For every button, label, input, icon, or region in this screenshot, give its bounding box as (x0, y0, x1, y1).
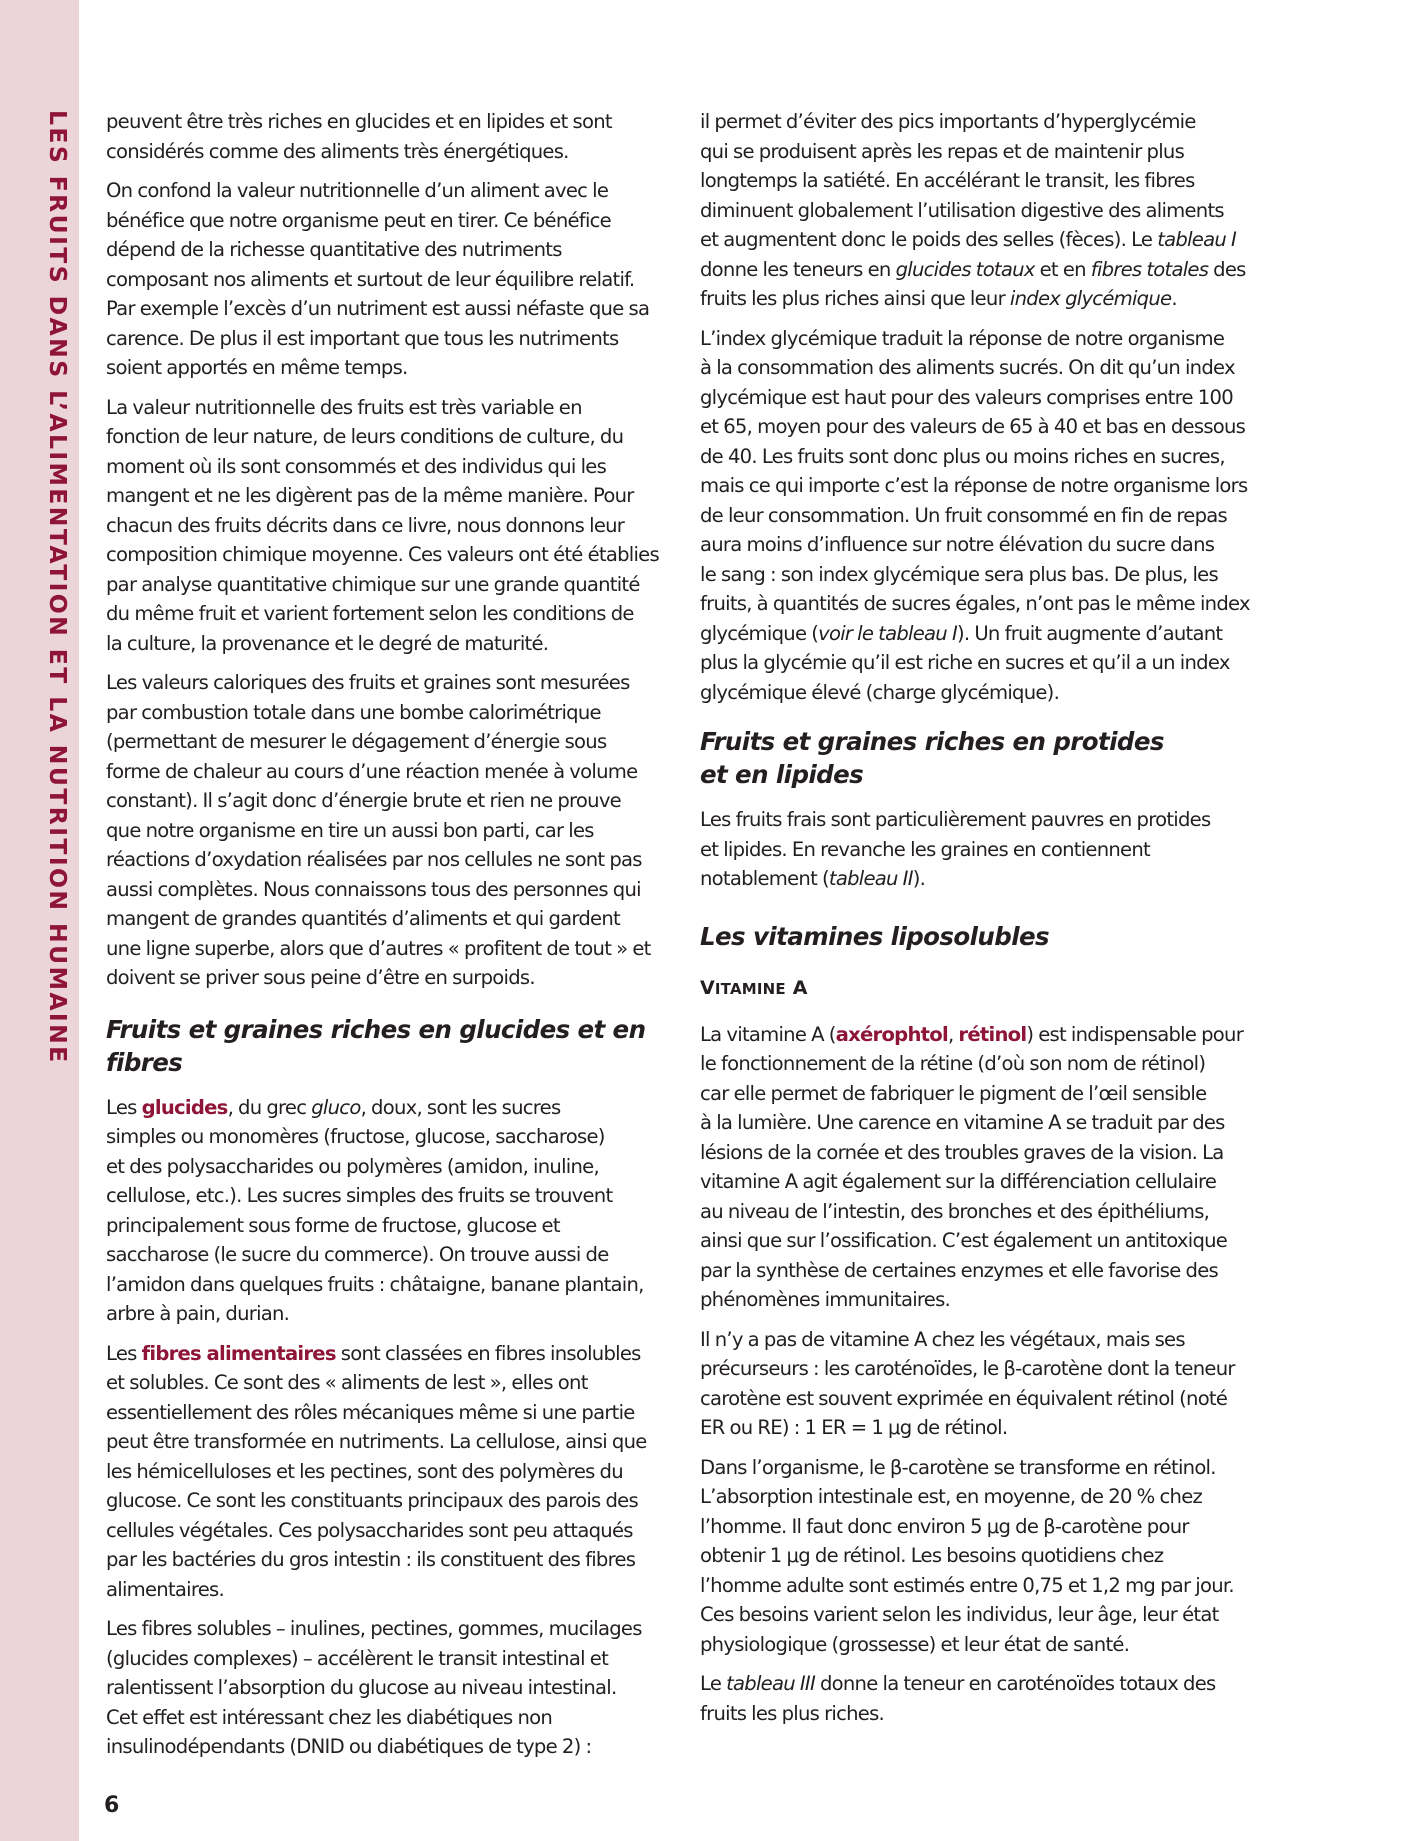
right-column (700, 107, 1275, 1738)
text-run: Il n’y a pas de vitamine A chez les végétaux, mais ses précurseurs : les caroténoïdes, le β-carotène dont la teneur carotène est souvent exprimée en équivalent rétinol (noté ER ou RE) : 1 ER = 1 μg de rétinol. (700, 1327, 1235, 1439)
text-run: , (947, 1022, 959, 1046)
text-run: Dans l’organisme, le β-carotène se transforme en rétinol. L’absorption intestinale est, en moyenne, de 20 % chez l’homme. Il faut donc environ 5 μg de β-carotène pour obtenir 1 μg de rétinol. Les besoins quotidiens chez l’homme adulte sont estimés entre 0,75 et 1,2 mg par jour. Ces besoins varient selon les individus, leur âge, leur état physiologique (grossesse) et leur état de santé. (700, 1455, 1234, 1656)
subheading-cap: V (700, 976, 715, 999)
left-column (106, 107, 681, 1772)
italic-text: tableau III (726, 1672, 815, 1695)
paragraph (700, 1453, 1275, 1660)
text-run: il permet d’éviter des pics importants d’hyperglycémie qui se produisent après les repas et de maintenir plus longtemps la satiété. En accélérant le transit, les fibres diminuent globalement l’utilisation digestive des aliments et augmentent donc le poids des selles (fèces). Le (700, 110, 1224, 251)
highlighted-term: glucides (141, 1095, 228, 1119)
text-run: Les (106, 1095, 142, 1119)
text-run: La valeur nutritionnelle des fruits est très variable en fonction de leur nature, de leurs conditions de culture, du moment où ils sont consommés et des individus qui les mangent et ne les digèrent pas de la même manière. Pour chacun des fruits décrits dans ce livre, nous donnons leur composition chimique moyenne. Ces valeurs ont été établies par analyse quantitative chimique sur une grande quantité du même fruit et varient fortement selon les conditions de la culture, la provenance et le degré de maturité. (106, 395, 659, 655)
text-run: La vitamine A ( (700, 1022, 836, 1046)
paragraph (106, 668, 681, 993)
paragraph (106, 1339, 681, 1605)
paragraph (700, 1325, 1275, 1443)
italic-text: index glycémique (1009, 287, 1172, 310)
text-run: , doux, sont les sucres simples ou monomères (fructose, glucose, saccharose) et des polysaccharides ou polymères (amidon, inuline, cellulose, etc.). Les sucres simples des fruits se trouvent principalement sous forme de fructose, glucose et saccharose (le sucre du commerce). On trouve aussi de l’amidon dans quelques fruits : châtaigne, banane plantain, arbre à pain, durian. (106, 1095, 644, 1325)
paragraph (700, 805, 1275, 894)
text-run: Les valeurs caloriques des fruits et graines sont mesurées par combustion totale dans une bombe calorimétrique (permettant de mesurer le dégagement d’énergie sous forme de chaleur au cours d’une réaction menée à volume constant). Il s’agit donc d’énergie brute et rien ne prouve que notre organisme en tire un aussi bon parti, car les réactions d’oxydation réalisées par nos cellules ne sont pas aussi complètes. Nous connaissons tous des personnes qui mangent de grandes quantités d’aliments et qui gardent une ligne superbe, alors que d’autres « profitent de tout » et doivent se priver sous peine d’être en surpoids. (106, 671, 651, 989)
subheading-smallcaps: ITAMINE (714, 979, 786, 998)
paragraph (700, 1669, 1275, 1728)
text-run: . (1171, 287, 1177, 310)
italic-text: tableau II (828, 867, 913, 890)
paragraph (106, 107, 681, 166)
text-run: On confond la valeur nutritionnelle d’un aliment avec le bénéfice que notre organisme peut en tirer. Ce bénéfice dépend de la richesse quantitative des nutriments composant nos aliments et surtout de leur équilibre relatif. Par exemple l’excès d’un nutriment est aussi néfaste que sa carence. De plus il est important que tous les nutriments soient apportés en même temps. (106, 179, 650, 379)
text-run: L’index glycémique traduit la réponse de notre organisme à la consommation des aliments sucrés. On dit qu’un index glycémique est haut pour des valeurs comprises entre 100 et 65, moyen pour des valeurs de 65 à 40 et bas en dessous de 40. Les fruits sont donc plus ou moins riches en sucres, mais ce qui importe c’est la réponse de notre organisme lors de leur consommation. Un fruit consommé en fin de repas aura moins d’influence sur notre élévation du sucre dans le sang : son index glycémique sera plus bas. De plus, les fruits, à quantités de sucres égales, n’ont pas le même index glycémique ( (700, 326, 1250, 645)
italic-text: gluco (311, 1095, 361, 1119)
text-run: des fruits les plus riches ainsi que leur (700, 257, 1246, 310)
paragraph (106, 1614, 681, 1762)
text-run: peuvent être très riches en glucides et en lipides et sont considérés comme des aliments très énergétiques. (106, 110, 612, 163)
text-run: , du grec (227, 1095, 312, 1119)
subheading-suffix: A (785, 976, 808, 999)
page-number: 6 (104, 1793, 120, 1818)
paragraph (106, 393, 681, 659)
text-run: Les fibres solubles – inulines, pectines, gommes, mucilages (glucides complexes) – accélèrent le transit intestinal et ralentissent l’absorption du glucose au niveau intestinal. Cet effet est intéressant chez les diabétiques non insulinodépendants (DNID ou diabétiques de type 2) : (106, 1617, 642, 1758)
section-heading-glucides: Fruits et graines riches en glucides et en fibres (106, 1014, 646, 1077)
text-run: donne la teneur en caroténoïdes totaux des fruits les plus riches. (700, 1672, 1216, 1725)
italic-text: glucides totaux (895, 257, 1035, 281)
highlighted-term: rétinol (958, 1022, 1027, 1046)
italic-text: fibres totales (1090, 257, 1209, 281)
highlighted-term: fibres alimentaires (141, 1341, 336, 1365)
text-run: ). Un fruit augmente d’autant plus la glycémie qu’il est riche en sucres et qu’il a un index glycémique élevé (charge glycémique). (700, 621, 1230, 704)
highlighted-term: axérophtol (835, 1022, 948, 1046)
italic-text: tableau I (1157, 228, 1236, 251)
running-head: LES FRUITS DANS L’ALIMENTATION ET LA NUTRITION HUMAINE (44, 110, 72, 1065)
paragraph (700, 107, 1275, 314)
paragraph (106, 176, 681, 383)
text-run: ) est indispensable pour le fonctionnement de la rétine (d’où son nom de rétinol) car elle permet de fabriquer le pigment de l’œil sensible à la lumière. Une carence en vitamine A se traduit par des lésions de la cornée et des troubles graves de la vision. La vitamine A agit également sur la différenciation cellulaire au niveau de l’intestin, des bronches et des épithéliums, ainsi que sur l’ossification. C’est également un antitoxique par la synthèse de certaines enzymes et elle favorise des phénomènes immunitaires. (700, 1022, 1244, 1311)
text-run: Les (106, 1341, 142, 1365)
text-run: et en (1034, 257, 1091, 281)
subheading-vitamine-a (700, 975, 1275, 1002)
italic-text: voir le tableau I (818, 621, 957, 645)
text-run: ). (912, 867, 926, 890)
text-run: sont classées en fibres insolubles et solubles. Ce sont des « aliments de lest », elles ont essentiellement des rôles mécaniques même si une partie peut être transformée en nutriments. La cellulose, ainsi que les hémicelluloses et les pectines, sont des polymères du glucose. Ce sont les constituants principaux des parois des cellules végétales. Ces polysaccharides sont peu attaqués par les bactéries du gros intestin : ils constituent des fibres alimentaires. (106, 1341, 647, 1601)
paragraph (700, 1020, 1275, 1315)
paragraph (106, 1093, 681, 1329)
paragraph (700, 324, 1275, 708)
section-heading-protides: Fruits et graines riches en protides et en lipides (700, 727, 1164, 789)
section-heading-vitamines: Les vitamines liposolubles (700, 921, 1050, 951)
text-run: Les fruits frais sont particulièrement pauvres en protides et lipides. En revanche les graines en contiennent notablement ( (700, 808, 1211, 890)
text-run: donne les teneurs en (700, 257, 891, 281)
text-run: Le (700, 1672, 727, 1695)
